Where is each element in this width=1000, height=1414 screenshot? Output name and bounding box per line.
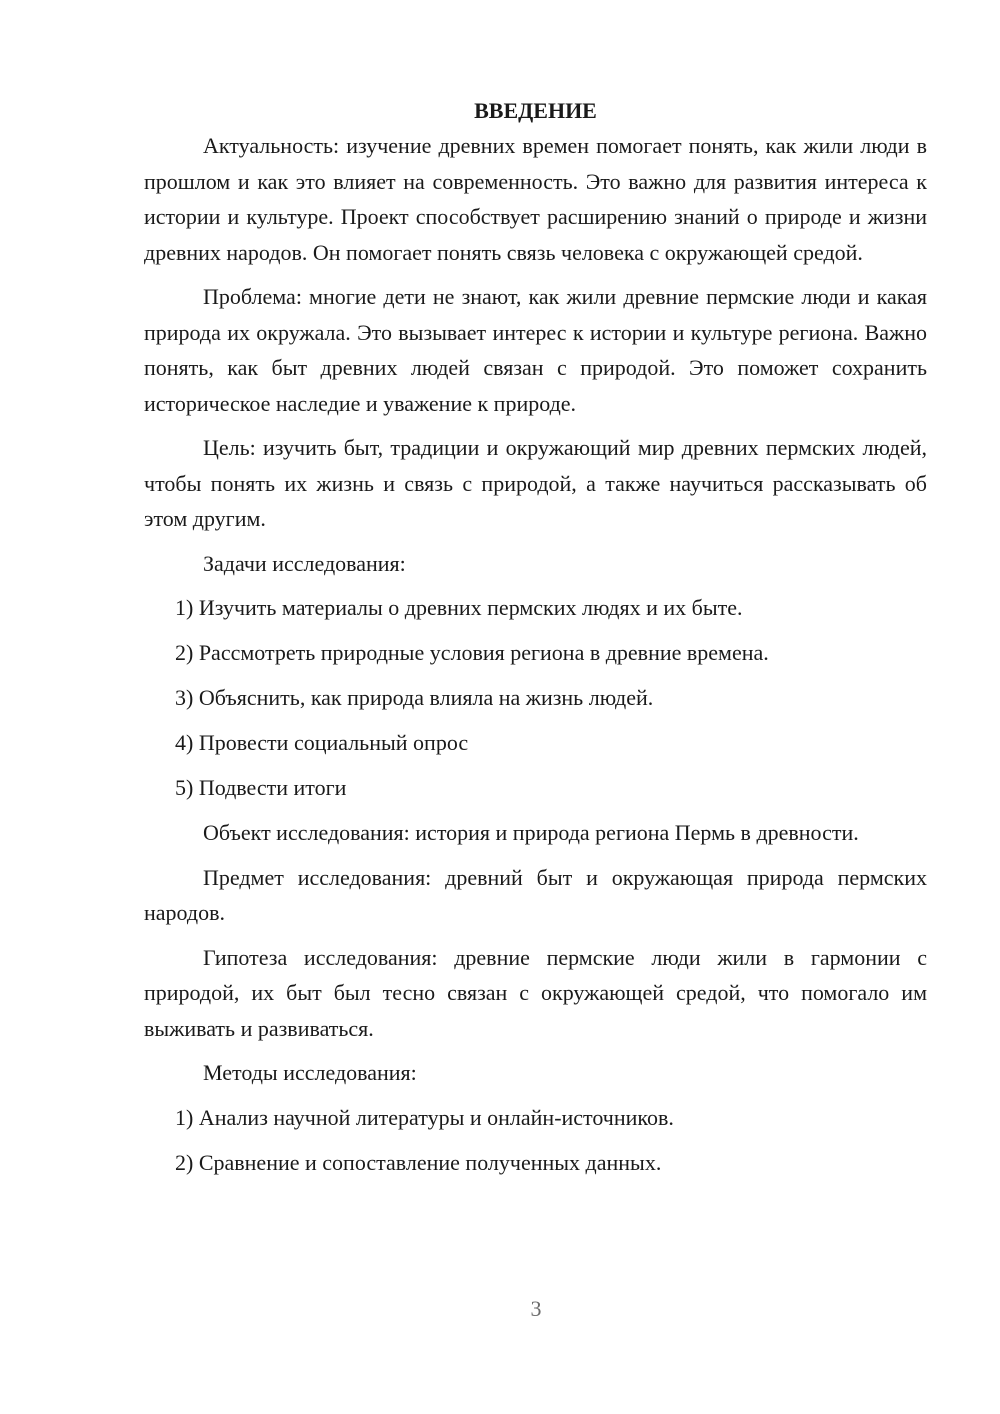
methods-list — [144, 1100, 927, 1181]
list-item: 5) Подвести итоги — [175, 775, 347, 800]
document-page — [144, 96, 927, 1190]
list-item: 2) Рассмотреть природные условия региона в древние времена. — [175, 640, 769, 665]
hypothesis-paragraph: Гипотеза исследования: древние пермские люди жили в гармонии с природой, их быт был тесно связан с окружающей средой, что помогало им выживать и развиваться. — [144, 944, 927, 1041]
relevance-paragraph: Актуальность: изучение древних времен помогает понять, как жили люди в прошлом и как это влияет на современность. Это важно для развития интереса к истории и культуре. Проект способствует расширению знаний о природе и жизни древних народов. Он помогает понять связь человека с окружающей средой. — [144, 133, 927, 265]
methods-title: Методы исследования: — [203, 1060, 417, 1085]
section-heading: ВВЕДЕНИЕ — [474, 98, 597, 123]
list-item: 1) Анализ научной литературы и онлайн-источников. — [175, 1104, 674, 1130]
page-number: 3 — [530, 1296, 542, 1321]
problem-paragraph: Проблема: многие дети не знают, как жили древние пермские люди и какая природа их окружала. Это вызывает интерес к истории и культуре региона. Важно понять, как быт древних людей связан с природой. Это поможет сохранить историческое наследие и уважение к природе. — [144, 284, 927, 416]
tasks-list — [144, 590, 927, 806]
tasks-title: Задачи исследования: — [203, 550, 406, 576]
subject-paragraph: Предмет исследования: древний быт и окружающая природа пермских народов. — [144, 864, 927, 925]
list-item: 2) Сравнение и сопоставление полученных данных. — [175, 1149, 662, 1175]
list-item: 4) Провести социальный опрос — [175, 730, 469, 755]
goal-paragraph: Цель: изучить быт, традиции и окружающий мир древних пермских людей, чтобы понять их жизнь и связь с природой, а также научиться рассказывать об этом другим. — [144, 435, 927, 531]
object-paragraph: Объект исследования: история и природа региона Пермь в древности. — [203, 820, 859, 845]
list-item: 3) Объяснить, как природа влияла на жизнь людей. — [175, 685, 654, 710]
list-item: 1) Изучить материалы о древних пермских людях и их быте. — [175, 595, 743, 620]
